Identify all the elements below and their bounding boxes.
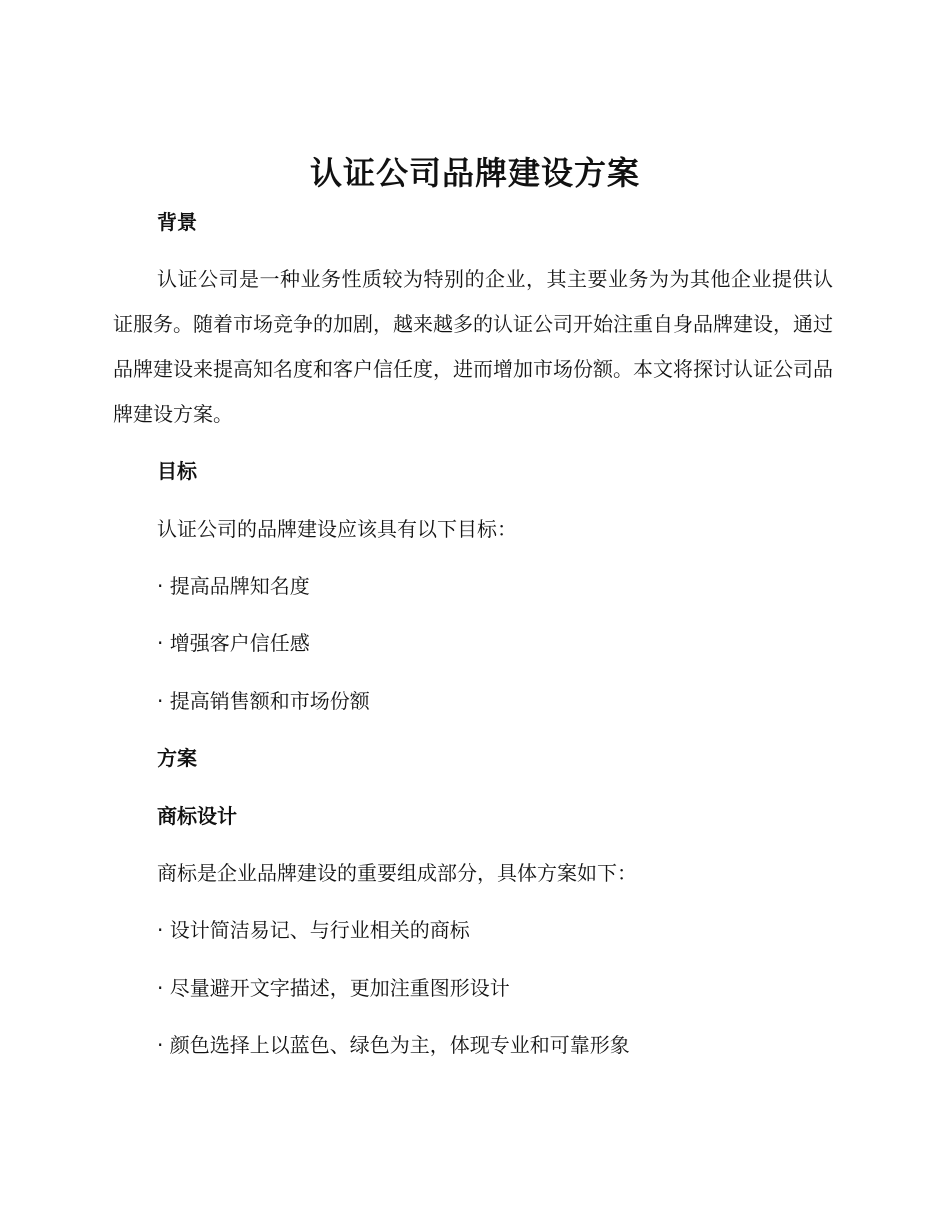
- subsection-heading-trademark: 商标设计: [157, 804, 237, 828]
- section-heading-goals: 目标: [157, 459, 197, 483]
- goal-item: · 提高品牌知名度: [157, 574, 310, 598]
- trademark-item: · 颜色选择上以蓝色、绿色为主，体现专业和可靠形象: [157, 1033, 630, 1057]
- goals-intro: 认证公司的品牌建设应该具有以下目标：: [157, 517, 517, 541]
- trademark-item: · 尽量避开文字描述，更加注重图形设计: [157, 976, 510, 1000]
- section-heading-plan: 方案: [157, 746, 197, 770]
- trademark-intro: 商标是企业品牌建设的重要组成部分，具体方案如下：: [157, 861, 637, 885]
- document-title: 认证公司品牌建设方案: [309, 154, 640, 192]
- trademark-item: · 设计简洁易记、与行业相关的商标: [157, 918, 470, 942]
- background-paragraph: 认证公司是一种业务性质较为特别的企业，其主要业务为为其他企业提供认证服务。随着市场竞争的加剧，越来越多的认证公司开始注重自身品牌建设，通过品牌建设来提高知名度和客户信任度，进而增加市场份额。本文将探讨认证公司品牌建设方案。: [113, 267, 833, 426]
- goal-item: · 提高销售额和市场份额: [157, 689, 370, 713]
- section-heading-background: 背景: [157, 210, 197, 234]
- goal-item: · 增强客户信任感: [157, 631, 310, 655]
